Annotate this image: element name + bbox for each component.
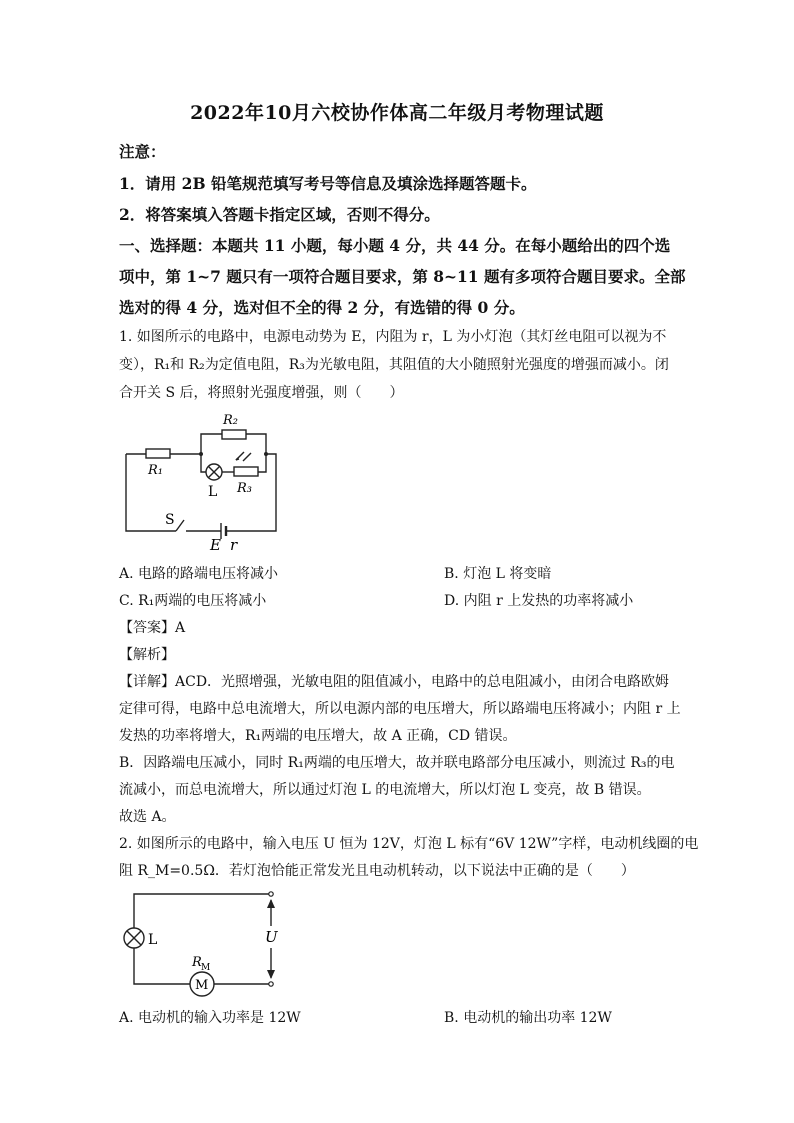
- q2-label-l: L: [148, 932, 158, 948]
- q1-analysis-heading: 【解析】: [119, 647, 175, 663]
- section-line-1: 一、选择题：本题共 11 小题，每小题 4 分，共 44 分。在每小题给出的四个选: [119, 236, 671, 255]
- q2-motor-label: M: [195, 978, 209, 993]
- q1-option-b: B. 灯泡 L 将变暗: [444, 566, 552, 582]
- q1-circuit-diagram: [118, 404, 288, 556]
- q2-stem-line-2: 阻 R_M=0.5Ω．若灯泡恰能正常发光且电动机转动，以下说法中正确的是（ ）: [119, 863, 635, 879]
- q1-option-d: D. 内阻 r 上发热的功率将减小: [444, 593, 634, 609]
- q2-option-b: B. 电动机的输出功率 12W: [444, 1010, 612, 1026]
- section-line-2: 项中，第 1~7 题只有一项符合题目要求，第 8~11 题有多项符合题目要求。全部: [119, 267, 686, 286]
- q1-label-l: L: [208, 484, 218, 500]
- notice-heading: 注意：: [119, 142, 166, 161]
- q1-detail-line-4: B．因路端电压减小，同时 R₁两端的电压增大，故并联电路部分电压减小，则流过 R₃的电: [119, 755, 675, 771]
- q1-answer: 【答案】A: [119, 620, 186, 636]
- q1-label-r3: R₃: [237, 481, 252, 496]
- q1-detail-line-2: 定律可得，电路中总电流增大，所以电源内部的电压增大，所以路端电压将减小；内阻 r 上: [119, 701, 681, 717]
- q1-label-s: S: [165, 512, 175, 528]
- q1-option-a: A. 电路的路端电压将减小: [119, 566, 279, 582]
- q2-circuit-diagram: [116, 886, 288, 998]
- q2-label-rm: R: [192, 955, 202, 970]
- q1-label-r2: R₂: [223, 413, 238, 428]
- q1-option-c: C. R₁两端的电压将减小: [119, 593, 267, 609]
- q1-detail-line-1: 【详解】ACD．光照增强，光敏电阻的阻值减小，电路中的总电阻减小，由闭合电路欧姆: [119, 674, 670, 690]
- q1-label-r1: R₁: [148, 463, 163, 478]
- notice-item-2: 2．将答案填入答题卡指定区域，否则不得分。: [119, 205, 440, 224]
- notice-item-1: 1．请用 2B 铅笔规范填写考号等信息及填涂选择题答题卡。: [119, 174, 537, 193]
- q2-option-a: A. 电动机的输入功率是 12W: [119, 1010, 301, 1026]
- q1-stem-line-3: 合开关 S 后，将照射光强度增强，则（ ）: [119, 385, 404, 401]
- q1-detail-line-5: 流减小，而总电流增大，所以通过灯泡 L 的电流增大，所以灯泡 L 变亮，故 B 错误。: [119, 782, 651, 798]
- q2-stem-line-1: 2. 如图所示的电路中，输入电压 U 恒为 12V，灯泡 L 标有“6V 12W”字样，电动机线圈的电: [119, 836, 699, 852]
- page-title: 2022年10月六校协作体高二年级月考物理试题: [190, 102, 604, 124]
- q1-detail-line-3: 发热的功率将增大，R₁两端的电压增大，故 A 正确，CD 错误。: [119, 728, 517, 744]
- q1-stem-line-1: 1. 如图所示的电路中，电源电动势为 E，内阻为 r，L 为小灯泡（其灯丝电阻可以视为不: [119, 329, 667, 345]
- section-line-3: 选对的得 4 分，选对但不全的得 2 分，有选错的得 0 分。: [119, 298, 525, 317]
- q2-label-rm-sub: M: [201, 963, 211, 973]
- q1-stem-line-2: 变），R₁和 R₂为定值电阻，R₃为光敏电阻，其阻值的大小随照射光强度的增强而减小。闭: [119, 357, 669, 373]
- q1-detail-line-6: 故选 A。: [119, 809, 176, 825]
- q2-label-u: U: [265, 928, 278, 946]
- q1-label-e: E: [210, 536, 221, 554]
- q1-label-r: r: [230, 536, 238, 554]
